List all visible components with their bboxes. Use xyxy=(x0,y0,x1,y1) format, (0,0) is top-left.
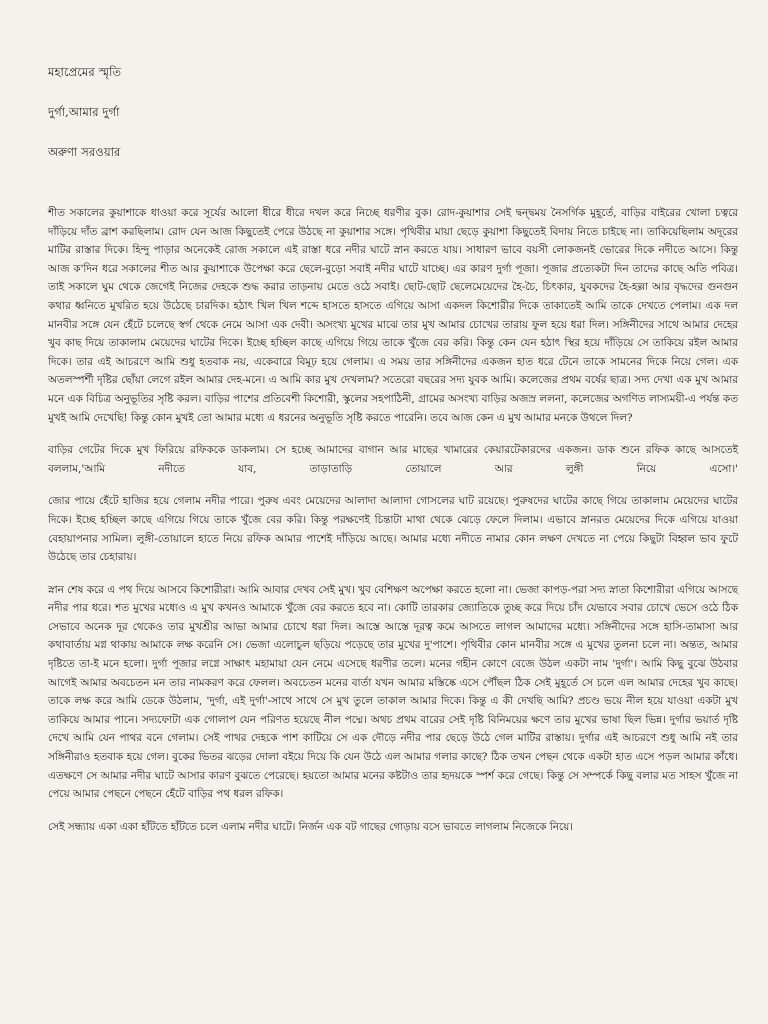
paragraph-1: শীত সকালের কুয়াশাকে ধাওয়া করে সূর্যের আলো ধীরে ধীরে দখল করে নিচ্ছে ধরণীর বুক। রোদ-কুয়াশার সেই দ্বন্দ্বময় নৈসর্গিক মুহূর্তে, বাড়ির বাইরের খোলা চত্বরে দাঁড়িয়ে দাঁত ব্রাশ করছিলাম। রোদ যেন আজ কিছুতেই পেরে উঠছে না কুয়াশার সঙ্গে। পৃথিবীর মায়া ছেড়ে কুয়াশা কিছুতেই বিদায় নিতে চাইছে না। তাকিয়েছিলাম অদূরের মাটির রাস্তার দিকে। হিন্দু পাড়ার অনেকেই রোজ সকালে এই রাস্তা ধরে নদীর ঘাটে স্নান করতে যায়। সাধারণ ভাবে বয়সী লোকজনই ভোরের দিকে নদীতে আসে। কিন্তু আজ ক'দিন ধরে সকালের শীত আর কুয়াশাকে উপেক্ষা করে ছেলে-বুড়ো সবাই নদীর ঘাটে যাচ্ছে। এর কারণ দুর্গা পূজা। পূজার প্রত্যেকটা দিন তাদের কাছে অতি পবিত্র। তাই সকালে ঘুম থেকে জেগেই নিজের দেহকে শুদ্ধ করার তাড়নায় মেতে ওঠে সবাই। ছোট-ছোট ছেলেমেয়েদের হৈ-চৈ, চিৎকার, যুবকদের হৈ-হল্লা আর বৃদ্ধদের গুনগুন কথার ধ্বনিতে মুখরিত হয়ে উঠেছে চারদিক। হঠাৎ খিল খিল শব্দে হাসতে হাসতে এগিয়ে আসা একদল কিশোরীর দিকে তাকাতেই আমি তাকে দেখতে পেলাম। এক দল মানবীর সঙ্গে যেন হেঁটে চলেছে স্বর্গ থেকে নেমে আসা এক দেবী। অসংখ্য মুখের মাঝে তার মুখ আমার চোখের তারায় ফুল হয়ে ধরা দিল। সঙ্গিনীদের সাথে আমার দেহের খুব কাছ দিয়ে তাকালাম মেয়েদের ঘাটের দিকে। ইচ্ছে হচ্ছিল কাছে এগিয়ে গিয়ে তাকে খুঁজে বের করি। কিন্তু কেন যেন হঠাৎ স্থির হয়ে দাঁড়িয়ে সে তাকিয়ে রইল আমার দিকে। তার এই আচরণে আমি শুধু হতবাক নয়, একেবারে বিমূঢ় হয়ে গেলাম। এ সময় তার সঙ্গিনীদের একজন হাত ধরে টেনে তাকে সামনের দিকে নিয়ে গেল। এক অতলস্পর্শী দৃষ্টির ছোঁয়া লেগে রইল আমার দেহ-মনে। এ আমি কার মুখ দেখলাম? সতেরো বছরের সদ্য যুবক আমি। কলেজের প্রথম বর্ষের ছাত্র। সদ্য দেখা এক মুখ আমার মনে এক বিচিত্র অনুভূতির সৃষ্টি করল। বাড়ির পাশের প্রতিবেশী কিশোরী, স্কুলের সহপাঠিনী, গ্রামের অসংখ্য বাড়ির অজস্র ললনা, কলেজের অগণিত লাস্যময়ী-এ পর্যন্ত কত মুখই আমি দেখেছি! কিন্তু কোন মুখই তো আমার মধ্যে এ ধরনের অনুভূতি সৃষ্টি করতে পারেনি। তবে আজ কেন এ মুখ আমার মনকে উথলে দিল? xyxy=(48,207,738,424)
author-name: অরুণা সরওয়ার xyxy=(48,145,121,159)
paragraph-3: জোর পায়ে হেঁটে হাজির হয়ে গেলাম নদীর পারে। পুরুষ এবং মেয়েদের আলাদা আলাদা গোসলের ঘাট রয়েছে। পুরুষদের ঘাটের কাছে গিয়ে তাকালাম মেয়েদের ঘাটের দিকে। ইচ্ছে হচ্ছিল কাছে এগিয়ে গিয়ে তাকে খুঁজে বের করি। কিন্তু পরক্ষণেই চিন্তাটা মাথা থেকে ঝেড়ে ফেলে দিলাম। এভাবে স্নানরত মেয়েদের দিকে এগিয়ে যাওয়া বেহায়াপনার সামিল। লুঙ্গী-তোয়ালে হাতে নিয়ে রফিক আমার পাশেই দাঁড়িয়ে আছে। আমার মধ্যে নদীতে নামার কোন লক্ষণ দেখতে না পেয়ে কিছুটা বিহ্বল ভাব ফুটে উঠেছে তার চেহারায়। xyxy=(48,495,738,564)
paragraph-2: বাড়ির গেটের দিকে মুখ ফিরিয়ে রফিককে ডাকলাম। সে হচ্ছে আমাদের বাগান আর মাছের খামারের কেয়ারটেকারদের একজন। ডাক শুনে রফিক কাছে আসতেই বললাম,'আমি নদীতে যাব, তাড়াতাড়ি তোয়ালে আর লুঙ্গী নিয়ে এসো।' xyxy=(48,444,738,475)
story-subtitle: দুর্গা,আমার দুর্গা xyxy=(48,105,120,119)
story-title: মহাপ্রেমের স্মৃতি xyxy=(48,65,122,79)
paragraph-5: সেই সন্ধ্যায় একা একা হাঁটতে হাঁটতে চলে এলাম নদীর ঘাটে। নির্জন এক বট গাছের গোড়ায় বসে ভাবতে লাগলাম নিজেকে নিয়ে। xyxy=(48,820,573,833)
paragraph-4: স্নান শেষ করে এ পথ দিয়ে আসবে কিশোরীরা। আমি আবার দেখব সেই মুখ। খুব বেশিক্ষণ অপেক্ষা করতে হলো না। ভেজা কাপড়-পরা সদ্য স্নাতা কিশোরীরা এগিয়ে আসছে নদীর পার ধরে। শত মুখের মধ্যেও এ মুখ কখনও আমাকে খুঁজে বের করতে হবে না। কোটি তারকার জ্যোতিকে তুচ্ছ করে দিয়ে চাঁদ যেভাবে সবার চোখে ভেসে ওঠে ঠিক সেভাবে অনেক দূর থেকেও তার মুখশ্রীর আভা আমার চোখে ধরা দিল। আস্তে আস্তে দূরত্ব কমে আসতে লাগল আমাদের মধ্যে। সঙ্গিনীদের সঙ্গে হাসি-তামাসা আর কথাবার্তায় মগ্ন থাকায় আমাকে লক্ষ করেনি সে। ভেজা এলোচুল ছড়িয়ে পড়েছে তার মুখের দু'পাশে। পৃথিবীর কোন মানবীর সঙ্গে এ মুখের তুলনা চলে না। অন্তত, আমার দৃষ্টিতে তা-ই মনে হলো। দুর্গা পূজার লগ্নে সাক্ষাৎ মহামায়া যেন নেমে এসেছে ধরণীর তলে। মনের গহীন কোণে বেজে উঠল একটা নাম 'দুর্গা'। আমি কিছু বুঝে উঠবার আগেই আমার অবচেতন মন তার নামকরণ করে ফেলল। অবচেতন মনের বার্তা যখন আমার মস্তিষ্কে এসে পৌঁছল ঠিক সেই মুহূর্তে সে চলে এল আমার দেহের খুব কাছে। তাকে লক্ষ করে আমি ডেকে উঠলাম, 'দুর্গা, এই দুর্গা'-সাথে সাথে সে মুখ তুলে তাকাল আমার দিকে। কিন্তু এ কী দেখছি আমি? প্রচণ্ড ভয়ে নীল হয়ে যাওয়া একটা মুখ তাকিয়ে আমার পানে। সদ্যফোটা এক গোলাপ যেন পরিণত হয়েছে নীল পদ্মে। অথচ প্রথম বারের সেই দৃষ্টি বিনিময়ের ক্ষণে তার মুখের ভাষা ছিল ভিন্ন। দুর্গার ভয়ার্ত দৃষ্টি দেখে আমি যেন পাথর বনে গেলাম। সেই পাথর দেহকে পাশ কাটিয়ে সে এক দৌড়ে নদীর পার ছেড়ে উঠে গেল মাটির রাস্তায়। দুর্গার এই আচরণে শুধু আমি নই তার সঙ্গিনীরাও হতবাক হয়ে গেল। বুকের ভিতর ঝড়ের দোলা বইয়ে দিয়ে কি যেন উঠে এল আমার গলার কাছে? ঠিক তখন পেছন থেকে একটা হাত এসে পড়ল আমার কাঁধে। এতক্ষণে সে আমার নদীর ঘাটে আসার কারণ বুঝতে পেরেছে। হয়তো আমার মনের কষ্টটাও তার হৃদয়কে স্পর্শ করে গেছে। কিন্তু সে সম্পর্কে কিছু বলার মত সাহস খুঁজে না পেয়ে আমার পেছনে পেছনে হেঁটে বাড়ির পথ ধরল রফিক। xyxy=(48,583,738,801)
story-body xyxy=(48,204,738,850)
